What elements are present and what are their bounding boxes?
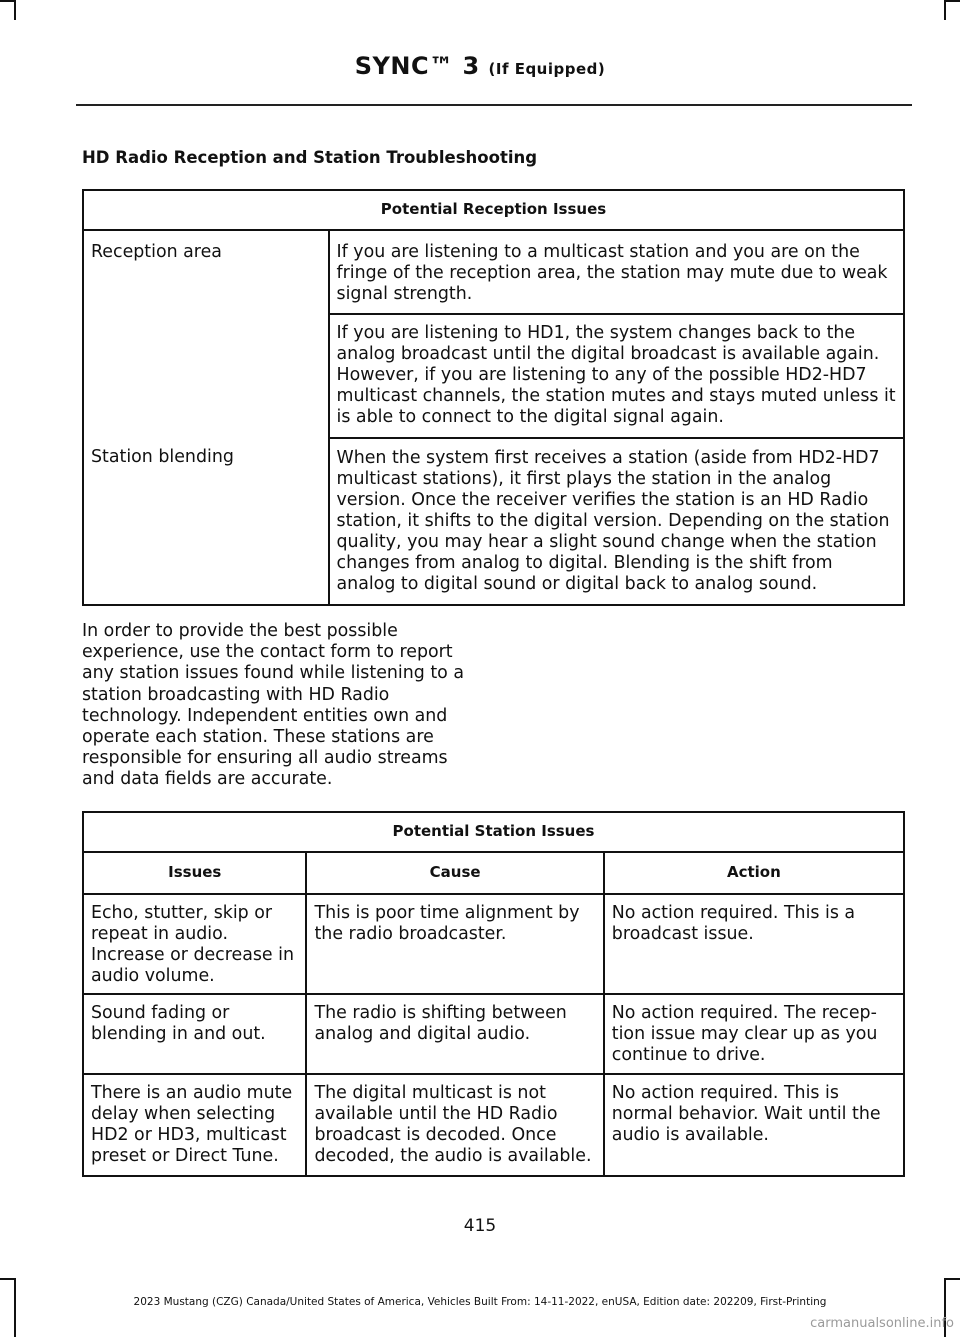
column-header-cause: Cause — [306, 852, 603, 894]
issue-cell: Echo, stutter, skip or repeat in audio. Increase or decrease in audio volume. — [83, 894, 306, 994]
crop-mark-top-left — [0, 0, 14, 2]
header-rule — [76, 104, 912, 106]
table-row — [83, 1074, 904, 1176]
body-paragraph: In order to provide the best possible experience, use the contact form to report any station issues found while listening to a station broadcasting with HD Radio technology. Independent entities own and operate each station. These stations are responsible for ensuring all audio streams and data fields are accurate. — [82, 621, 464, 790]
station-issues-table — [82, 811, 905, 1177]
action-cell: No action required. The recep-tion issue may clear up as you continue to drive. — [604, 994, 904, 1074]
watermark: carmanualsonline.info — [810, 1316, 954, 1331]
issue-label: Station blending — [83, 438, 329, 605]
cause-cell: This is poor time alignment by the radio broadcaster. — [306, 894, 603, 994]
header-title-suffix: (If Equipped) — [488, 60, 606, 78]
column-header-issues: Issues — [83, 852, 306, 894]
table-caption: Potential Station Issues — [83, 812, 904, 852]
cause-cell: The radio is shifting between analog and digital audio. — [306, 994, 603, 1074]
cause-cell: The digital multicast is not available until the HD Radio broadcast is decoded. Once decoded, the audio is available. — [306, 1074, 603, 1176]
reception-issues-table — [82, 189, 905, 606]
table-header-row — [83, 852, 904, 894]
issue-description: When the system first receives a station (aside from HD2-HD7 multicast stations), it first plays the station in the analog version. Once the receiver verifies the station is an HD Radio station, it shifts to the digital version. Depending on the station quality, you may hear a slight sound change when the station changes from analog to digital. Blending is the shift from analog to digital sound or digital back to analog sound. — [329, 438, 904, 605]
issue-description: If you are listening to a multicast station and you are on the fringe of the reception area, the station may mute due to weak signal strength. — [329, 230, 904, 314]
issue-cell: There is an audio mute delay when selecting HD2 or HD3, multicast preset or Direct Tune. — [83, 1074, 306, 1176]
table-row — [83, 230, 904, 314]
crop-mark-top-right — [946, 0, 960, 2]
crop-mark-bottom-left — [0, 1278, 14, 1280]
header-title: SYNC™ 3 — [354, 52, 480, 80]
section-heading: HD Radio Reception and Station Troubleshooting — [82, 148, 538, 167]
issue-label: Reception area — [83, 230, 329, 438]
action-cell: No action required. This is normal behavior. Wait until the audio is available. — [604, 1074, 904, 1176]
crop-mark-bottom-right — [946, 1278, 960, 1280]
page-footer: 2023 Mustang (CZG) Canada/United States of America, Vehicles Built From: 14-11-2022, enUSA, Edition date: 202209, First-Printing — [133, 1296, 827, 1308]
table-row — [83, 894, 904, 994]
issue-description: If you are listening to HD1, the system changes back to the analog broadcast until the digital broadcast is available again. However, if you are listening to any of the possible HD2-HD7 multicast channels, the station mutes and stays muted unless it is able to connect to the digital signal again. — [329, 314, 904, 438]
table-row — [83, 994, 904, 1074]
crop-mark-top-right — [944, 0, 946, 20]
page-number: 415 — [463, 1216, 497, 1236]
table-row — [83, 438, 904, 605]
issue-cell: Sound fading or blending in and out. — [83, 994, 306, 1074]
crop-mark-top-left — [14, 0, 16, 20]
table-caption: Potential Reception Issues — [83, 190, 904, 230]
column-header-action: Action — [604, 852, 904, 894]
action-cell: No action required. This is a broadcast issue. — [604, 894, 904, 994]
page-header — [0, 52, 960, 80]
